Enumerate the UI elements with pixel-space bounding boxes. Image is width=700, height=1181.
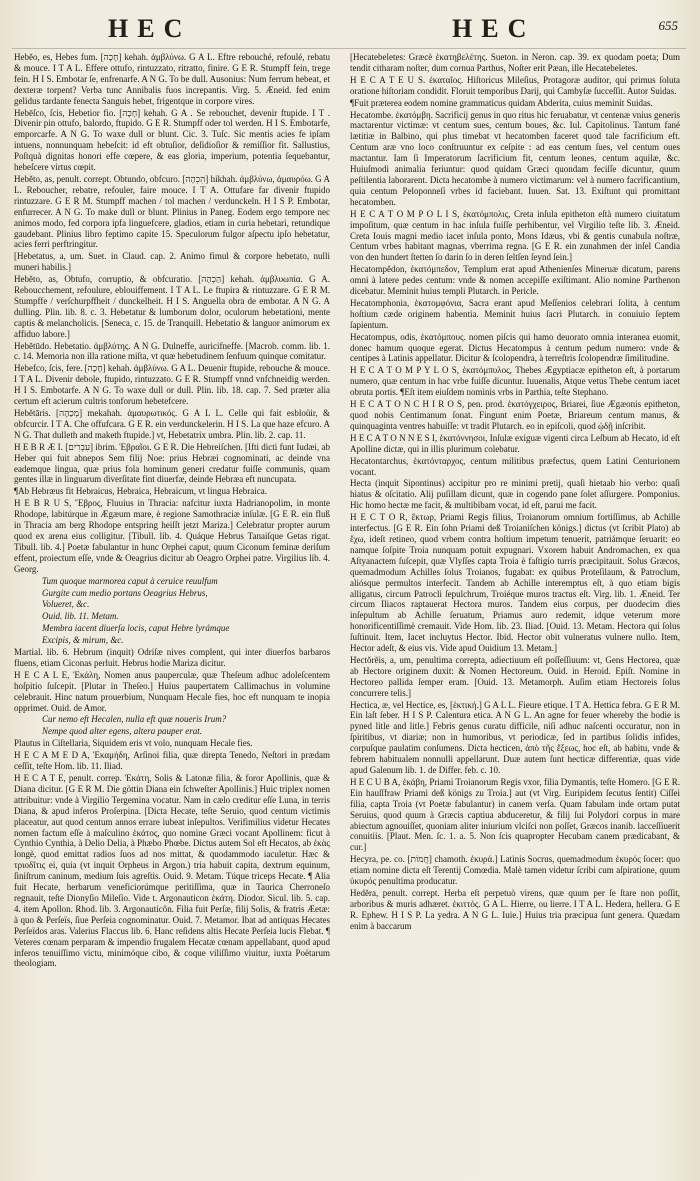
dictionary-entry: Hecatompus, odis, ἑκατόμπους. nomen piſcis qui hamo deuorato omnia interanea euomit, donec hamum quoque egerat. Dictus Hecatompus à centum pedum numero: vnde & centipes à Latinis appellatur. Dicitur & ſcolopendra, à terreſtris ſcolopendræ ſimilitudine. <box>350 331 680 364</box>
dictionary-entry: Membra iacent diuerſa locis, caput Hebre lyrámque <box>42 623 230 634</box>
dictionary-entry: Hecta (inquit Sipontinus) accipitur pro re minimi pretij, quaſi hietaab hio verbo: quaſi hiatus & oſcitatio. Alij puſillam dicunt, quæ in cogendo pane ſolet aſſurgere. Pomponius. Hic homo hectæ me facit, & multibibam vocat, id eſt, parui me facit. <box>350 478 680 511</box>
dictionary-entry: Hebĕo, es, Hebes fum. [חָכָה] kehah. ἀμβλύνω. G A L. Eftre rebouché, refoulé, rebatu & mouce. I T A L. Effere ottufo, rintuzzato, ritratto, finire. G E R. Stumpff fein, trege fein. H I S. Embotar ſe, enfrenarfe. A N G. To be dull. Ausonius: Num ferrum hebeat, et dexteræ torpent? Verba tunc Annibalis fuos increpantis. Virg. 5. Æneid. fed enim gelidus tardante fenecta Sanguis hebet, frigentque in corpore vires. <box>14 52 330 106</box>
header-right-word: HEC <box>452 14 536 43</box>
dictionary-entry: ¶Fuit præterea eodem nomine grammaticus quidam Abderita, cuius meminit Suidas. <box>350 97 653 108</box>
page-number: 655 <box>658 18 678 33</box>
dictionary-entry: Plautus in Ciſtellaria, Siquidem eris vt volo, nunquam Hecale fies. <box>14 738 253 749</box>
header-left-word: HEC <box>108 14 192 43</box>
dictionary-entry: H E B R U S, Ἕβρος, Fluuius in Thracia: nafcitur iuxta Hadrianopolim, in monte Rhodope, labitúrque in Ægæum mare, è regione Samothraciæ inſulæ. [G E R. ein fluß in Thracia am berg Rhodope entspring heiſſt jetzt Mariza.] Celebratur propter aurum quod ex arena eius colligitur. [Tibull. lib. 4. Quáque Hebrus Tanaiſque Getas rigat. Tibull. lib. 4.] Poetæ fabulantur in hunc Orphei caput, quum Ciconum feminæ deriſum effent, proiectum eſſe, vnde & Oeagrius dicitur ab Oeagro Orphei patre. Virgilius lib. 4. Georg. <box>14 498 330 574</box>
dictionary-entry: Hecatompĕdon, ἑκατόμπεδον, Templum erat apud Athenienſes Mineruæ dicatum, parens omni à latere pedes centum: vnde & nomen accepiſſe exiſtimant. Alio nomine Parthenon dicebatur. Meminit huius templi Plutarch. in Pericle. <box>350 264 680 297</box>
dictionary-entry: [Hecatebeletes: Græcè ἑκατηβελέτης. Sueton. in Neron. cap. 39. ex quodam poeta; Dum tendit citharam noſter, dum cornua Parthus, Noſter erit Pæan, ille Hecatebeletes. <box>350 52 680 73</box>
dictionary-entry: [Hebetatus, a, um. Suet. in Claud. cap. 2. Animo fimul & corpore hebetato, nulli muneri habilis.] <box>14 251 330 273</box>
header-rule <box>12 48 686 49</box>
dictionary-entry: Hectica, æ, vel Hectice, es, [ἑκτική.] G A L L. Fieure etique. I T A. Hettica febra. G E R M. Ein laſt ſeber. H I S P. Calentura etica. A N G L. An agne for feuer whereby the bodie is pyned litle and litle.] Febris genus curatu difficile, niſi adhuc naſcenti occuratur, non in ſpiritibus, vt diariæ; non in humoribus, vt periodicæ, ſed in partibus ſolidis infides, corpuſque paulatim conſumens. Dicta hecticen, ἀπὸ τῆς ἕξεως, hoc eſt, ab habitu, vnde & febrem habitualem nonnulli appellarunt. Duæ autem ſunt hecticæ differentiæ, quas vide apud Galenum lib. 1. de Differ. feb. c. 10. <box>350 699 680 775</box>
right-column <box>350 52 680 1170</box>
dictionary-entry: H E C A L E, Ἑκάλη, Nomen anus pauperculæ, quæ Theſeum adhuc adoleſcentem hoſpitio ſuſcepit. [Plutar in Theſeo.] Huius paupertatem Callimachus in volumine celebrauit. Hinc natum prouerbium, Nunquam Hecale fies, hoc eft nunquam te inopia opprimet. Ouid. de Amor. <box>14 669 330 713</box>
dictionary-entry: H E B R Æ I. [עִבְרִים] ibrim. Ἑβραῖοι. G E R. Die Hebreiſchen. [Ifti dicti funt Iudæi, ab Heber qui fuit abnepos Sem filij Noe: prius Hebræi cognominati, ac deinde vna eademque lingua, quæ prius fola hominum generi credatur fuiſſe communis, quam gentes illæ in linguarum diverſitate fint diuerfæ, deinde Hebræa eft nuncupata. <box>14 441 330 485</box>
dictionary-entry: Hebēſco, ſcis, Hebetior fio. [חָכָה] kehah. G A . Se rebouchet, devenir ftupide. I T . Divenir pin ottufo, balordo, ftupido. G E R. Stumpff oder tol werden. H I S. Embotarfe, emporcarfe. A N G. To waxe dull or blunt. Cic. 3. Tuſc. Sic mentis acies fe ipſam intuens, nonnunquam hebeſcit: id eft obtuſior, deſidioſior & remiſſior fit. Sallustius, Poſtquà dignitas honori effe cœpere, & eas gloria, imperium, potentia ſequebantur, hebeſcere virtus cœpit. <box>14 107 330 173</box>
dictionary-entry: Volueret, &c. <box>42 599 90 610</box>
dictionary-entry: Hebefco, ſcis, fere. [חָכָה] kehah. ἀμβλύνω. G A L. Deuenir ftupide, rebouche & mouce. I T A L. Divenir debole, ftupido, rintuzzato. G E R. Stumpff vnnd vnfchneidig werden. H I S. Embotarfe. A N G. To waxe dull or dull. Plin. lib. 18. cap. 7. Sed præter alia certum eft acierum cultris tonforum hebetefcere. <box>14 363 330 407</box>
dictionary-entry: Hebĕto, as, penult. corrept. Obtundo, obfcuro. [הִכְהָה] hikhah. ἀμβλύνω, ἀμαυρόω. G A L. Reboucher, rebatre, refouler, faire mouce. I T A. Ottufare far divenir ftupido rintuzzare. G E R M. Stumpff machen / tol machen / verdunckeln. H I S P. Embotar, enfurrecer. A N G. To make dull or blunt. Plinius in Paneg. Eodem ergo tempore nec animos modo, fed corpora ipfa linguefcere, gladios, etiam in curia hebetari, retundique gaudebant. Plinius libro feptimo capite 15. Speculorum fulgor aſpectu ipſo hebetatur, acies ferri perftringitur. <box>14 173 330 250</box>
dictionary-entry: Cur nemo eft Hecalen, nulla eft quæ noueris Irum? <box>42 714 227 725</box>
dictionary-entry: Hectŏrĕis, a, um, penultima correpta, adiectiuum eſt poſſeſſiuum: vt, Gens Hectorea, quæ ab Hectore originem duxit: & Nomen Hectoreum. Ouid. in Heroid. Epiſt. Nomine in Hectoreo pallida ſemper eram. [Ouid. 13. Metamorph. Auſim etiam Hectoreis ſolus concurrere telis.] <box>350 654 680 698</box>
dictionary-entry: Hecatombe. ἑκατόμβη. Sacrificij genus in quo ritus hic feruabatur, vt centenæ vnius generis mactarentur victimæ: vt centum sues, centum boues, &c. Iul. Capitolinus. Tantum fané lætitiæ in Balbino, qui plus timebat vt hecatomben faceret quod tale facrificium eft. Centum aræ vno loco conſtruuntur ex ceſpite : ad eas centum ſues, vel centum oues mactantur. Iam ſi Imperatorum ſacrificium fit, centum leones, centum aquilæ, &c. Huiuſmodi animalia feriuntur: quod quidam Græci quondam feciſſe dicuntur, quum peſtilentia laborarent. Dicta hecatombe à numero victimarum: vel à numero facrificantium, quia centum Peloponneſi vrbes id faciebant. Iuuen. Sat. 13. Exiſtunt qui promittant hecatomben. <box>350 109 680 207</box>
dictionary-entry: Hecyra, pe. co. [חֲמוֹת] chamoth. ἑκυρά.] Latinis Socrus, quemadmodum ἑκυρός ſocer: quo etiam nomine dicta eſt Terentij Comœdia. Malè tamen videtur ſcribi cum aſpiratione, quum ὑκυρός penultima producatur. <box>350 854 680 887</box>
dictionary-entry: H E C U B A, ἑκάβη, Priami Troianorum Regis vxor, filia Dymantis, teſte Homero. [G E R. Ein hauſſfraw Priami deß königs zu Troia.] aut (vt Virg. Euripidem ſecutus ſentit) Ciſſei filia, capta Troia (vt Poetæ fabulantur) in canem verſa. Quam fabulam inde ortam putat Seruius, quod quum à Græcis captiua abduceretur, & filij ſui Polydori corpus in mare abiectum agnouiſſet, quoniam aliter iniurium vlciſci non poſſet, Græcos inanib. lacceſſiuerit conuitiis. [Plaut. Men. ſc. 1. a. 5. Non ſcis quapropter Hecubam canem prædicabant, & cur.] <box>350 776 680 853</box>
dictionary-entry: H E C A T O N N E S I, ἑκατόννησοι, Inſulæ exiguæ vigenti circa Leſbum ab Hecato, id eſt Apolline dictæ, qui in illis plurimum colebatur. <box>350 432 680 454</box>
dictionary-entry: H E C A T E U S. ἑκαταῖος. Hiſtoricus Mileſius, Protagoræ auditor, qui primus ſoluta oratione hiſtoriam condidit. Floruit temporibus Darij, qui Cambyſæ ſucceſſit. Autor Suidas. <box>350 74 680 96</box>
dictionary-entry: H E C T O R, ἕκτωρ, Priami Regis filius, Troianorum omnium fortiſſimus, ab Achille interfectus. [G E R. Ein ſohn Priami deß Troianiſchen königs.] dictus (vt ſcribit Plato) ab ἔχω, ideſt retineo, quod vrbem contra hoſtium impetum tenuerit, patriámque ſeruarit: eo namque ſoſpite Troia nunquam potuit expugnari. Vxorem habuit Andromachen, ex qua Aſtyanactem ſuſcepit, quæ Vlyſſes capta Troia è faſtigio turris præcipitauit. Solus Græcos, quemadmodum Achilles ſolus Troianos, fugabat: ex quibus Proteſilaum, & Patroclum, aliósque permultos interfecit. Tandem ab Achille interemptus eſt, à quo etiam bigis alligatus, circum Patrocli ſepulchrum, Troiéque muros tractus eſt. Virg. lib. 1. Æneid. Ter circum Iliacos raptauerat Hectora muros. Tandem eius corpus, per duodecim dies inſepultum ab Achille ſeruatum, Priamus auro redemit, idque veterum more honorificentiſſimè cremauit. Vide Hom. lib. 23. Iliad. [Ouid. 13. Metam. Hectora qui ſolus ſuſtinuit. Item, Iacet incluytus Hector. Ibid. Hector obit vulneratus vulnere nullo. Item, Hector adeſt, & eius vis. Vide apud Ouidium 13. Metam.] <box>350 512 680 654</box>
dictionary-entry: Hecatomphonia, ἑκατομφόνια, Sacra erant apud Meſſenios celebrari ſolita, à centum hoſtium cæde originem habentia. Meminit huius ſacri Plutarch. in conuiuio ſeptem ſapientum. <box>350 297 680 330</box>
dictionary-entry: Hebĕtāris. [מְכַהָה] mekahah. ἀμαυρωτικός. G A L L. Celle qui fait esbloüir, & obfcurcir. I T A. Che offufcara. G E R. ein verdunckelerin. H I S. La que haze efcuro. A N G. That dulleth and maketh ftupide.] vt, Hebetatrix umbra. Plin. lib. 2. cap. 11. <box>14 408 330 440</box>
dictionary-entry: Hecatontarchus, ἑκατόνταρχος, centum militibus præfectus, quem Latini Centurionem vocant. <box>350 455 680 477</box>
left-column <box>14 52 330 1170</box>
dictionary-entry: H E C A T O M P O L I S, ἑκατόμπολις, Creta inſula epitheton eſtà numero ciuitatum impoſitum, quæ centum in hac inſula fuiſſe perhibentur, vel Virgilio teſte lib. 3. Æneid. Creta Iouis magni medio iacet inſula ponto, Mons Idæus, vbi & gentis cunabula noſtræ, Centum vrbes habitant magnas, vberrima regna. [G E R. ein zunahmen der inſel Candia von den hundert ſtetten ſo darin ſo in deren ſeltſen ſeynd ſein.] <box>350 208 680 263</box>
dictionary-entry: Hebĕtūdo. Hebetatio. ἀμβλύτης. A N G. Dulneffe, auricifneffe. [Macrob. comm. lib. 1. c. 14. Memoria non illa ratione miſta, vt quæ hebetudinem ſenfuum quinque comitatur. <box>14 340 330 362</box>
dictionary-entry: Excipis, & mirum, &c. <box>42 635 124 646</box>
dictionary-entry: Hebĕto, as, Obtufo, corruptio, & obfcuratio. [הַכְהָה] kehah. ἀμβλυωπία. G A. Reboucchement, refoulure, eblouiffement. I T A L. Le ftupira & rintuzzare. G E R M. Stumpffe / verſchurpffheit / dunckelheit. H I S. Anguella obra de embotar. A N G. A dulling. Plin. lib. 8. c. 3. Hebetatur & lumborum dolor, oculorum hebetationi, mente captis & melancholicis. [Seneca, c. 15. de Tranquill. Hebetatio & languor animorum ex affiduo labore.] <box>14 274 330 339</box>
dictionary-entry: Gurgite cum medio portans Oeagrius Hebrus, <box>42 587 208 598</box>
dictionary-entry: Martial. lib. 6. Hebrum (inquit) Odriſæ nives complent, qui inter diuerfos barbaros fluens, etiam Ciconas perluit. Hebrus hodie Mariza dicitur. <box>14 647 330 668</box>
dictionary-entry: Ouid. lib. 11. Metam. <box>42 611 119 622</box>
dictionary-entry: Tum quoque marmorea caput à ceruice reuulfum <box>42 575 218 586</box>
dictionary-entry: Hedĕra, penult. corrept. Herba eſt perpetuò virens, quæ quum per ſe ſtare non poſſit, arboribus & muris adhæret. ἑκιττός. G A L. Hierre, ou lierre. I T A L. Hedera, hellera. G E R. Ephew. H I S P. La yedra. A N G L. Iuie.] Huius tria præcipua ſunt genera. Quædam enim à baccarum <box>350 887 680 931</box>
dictionary-entry: ¶Ab Hebræus fit Hebraicus, Hebraica, Hebraicum, vt lingua Hebraica. <box>14 486 267 497</box>
dictionary-entry: H E C A M E D A, Ἑκαμήδη, Arſinoi filia, quæ direpta Tenedo, Neſtori in prædam ceſſit, teſte Hom. lib. 11. Iliad. <box>14 750 330 772</box>
dictionary-entry: H E C A T O M P Y L O S, ἑκατόμπυλος, Thebes Ægyptiacæ epitheton eſt, à portarum numero, quæ centum in hac vrbe fuiſſe dicuntur. Iuuenalis, Atque vetus Thebe centum iacet obruta portis. ¶Eſt item eiuſdem nominis vrbs in Parthia, teſte Stephano. <box>350 365 680 398</box>
dictionary-entry: H E C A T E, penult. correp. Ἑκάτη, Solis & Latonæ filia, & foror Apollinis, quæ & Diana dicitur. [G E R M. Die göttin Diana ein ſchweſter Apollinis.] Huic triplex nomen attribuitur: vnde à Virgilio Tergemina vocatur. Nam in cælo creditur eſſe Luna, in terris Diana, & apud inferos Proſerpina. [Dicta Hecate, teſte Seruio, quod centum victimis placeatur, aut quod centum annos errare iubeat inſepultos. Verifimilius videtur Hecates nomen factum eſſe à maſculino ἑκάτος, quo nomine Græci vocant Apollinem: ficut à Cynthio Cynthia, à Delio Delia, à Phæbo Phœbe. Dictus autem Sol eft Hecatos, ab ἑκὰς longè, quod emittat radios ſuos ad nos mittat, & quodammodo iaculetur. Hæc & τριοδῖτις ei, quia (vt inquit Orpheus in Argon.) tria habuit capita, dextrum equinum, ſiniſtrum caninum, medium ſuis agreſtis. Ouid. 9. Metam. Túque triceps Hecate. ¶ Alia fuit Hecate, herbarum veneficiorúmque peritiſſima, quæ in Taurica Cherroneſo regnauit, teſte Dionyſio Mileſio. Vide t. Argonauticon ἑκάτη. Diodor. Sicul. lib. 5. cap. 4. item Apollon. Rhod. lib. 3. Argonauticôn. Filia fuit Perſæ, filij Solis, & fratris Æetæ: à quo & Perſeïs, ſiue Perſeia cognominatur. Ouid. 7. Metamor. Ibat ad antiquas Hecates Perſeïdos aras. Valerius Flaccus lib. 6. Hanc reſidens altis Hecate Perſeia lucis Flebat. ¶ Veteres cœnam perparam & impendio frugalem Hecatæ cœnam appellabant, quod apud inferos tenuiſſimo victu, minimóque cibo, & coque viliſſimo viuitur, iuxta Poëtarum theologiam. <box>14 773 330 969</box>
dictionary-entry: H E C A T O N C H I R O S, pen. prod. ἑκατόγχειρος, Briarei, ſiue Ægæonis epitheton, quod nobis Centimanum ſonat. Fingunt enim Poetæ, Briareum centum manus, & quinquaginta ventres habuiſſe: vt tradit Plutarch. eo in epiſcoli, quod ᾠδῇ inſcribit. <box>350 399 680 431</box>
dictionary-entry: Nempe quod alter egens, altera pauper erat. <box>42 726 202 737</box>
